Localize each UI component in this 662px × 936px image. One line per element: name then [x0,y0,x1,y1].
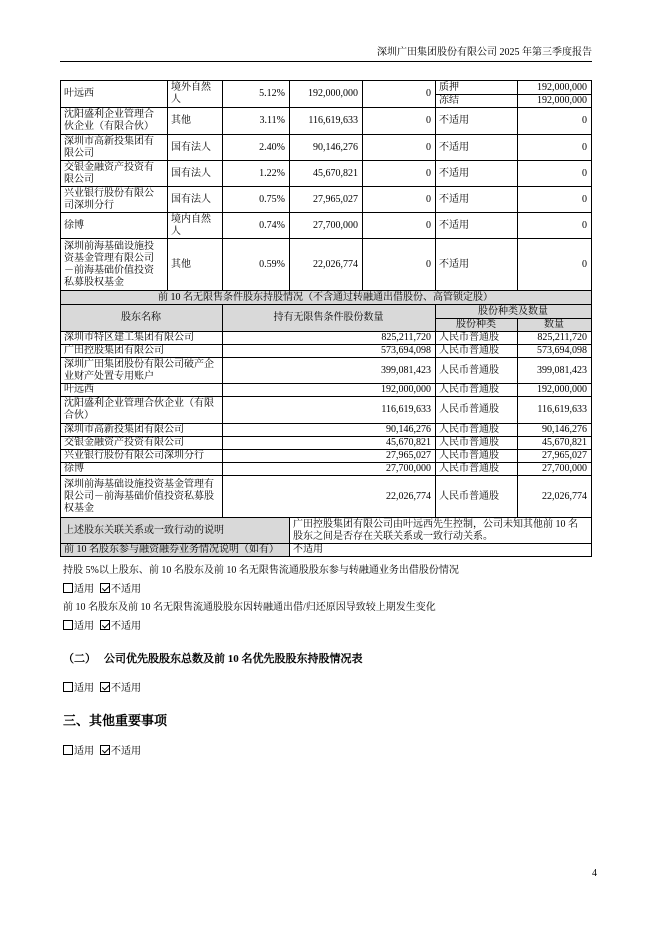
pledge-amount: 0 [518,239,592,291]
unrestricted-holder-name: 深圳市特区建工集团有限公司 [61,332,223,345]
share-class: 人民币普通股 [436,345,518,358]
shareholder-nature: 其他 [168,239,223,291]
table-row [61,476,592,518]
not-applicable-label: 不适用 [111,621,141,632]
applicable-checkbox-icon [63,682,73,692]
pledge-amount: 192,000,000 [518,95,592,108]
shareholding-ratio: 3.11% [223,108,290,135]
share-class-amount: 45,670,821 [518,437,592,450]
unrestricted-holder-name: 兴业银行股份有限公司深圳分行 [61,450,223,463]
not-applicable-label: 不适用 [111,584,141,595]
shareholder-nature: 国有法人 [168,161,223,187]
not-applicable-checkbox-icon [100,620,110,630]
unrestricted-share-quantity: 45,670,821 [223,437,436,450]
share-class-amount: 825,211,720 [518,332,592,345]
section-number: （二） [63,653,96,665]
shareholder-name: 交银金融资产投资有限公司 [61,161,168,187]
share-class: 人民币普通股 [436,424,518,437]
shareholding-ratio: 1.22% [223,161,290,187]
applicable-label: 适用 [74,621,94,632]
column-header-share-amount: 数量 [518,319,592,332]
unrestricted-holder-name: 深圳市高新投集团有限公司 [61,424,223,437]
pledge-status: 不适用 [436,135,518,161]
shareholding-ratio: 5.12% [223,81,290,108]
applicable-checkbox-icon [63,583,73,593]
relation-row [61,518,592,544]
shareholding-ratio: 2.40% [223,135,290,161]
applicability-options [63,745,141,758]
column-header-holder-name: 股东名称 [61,305,223,332]
unrestricted-holder-name: 广田控股集团有限公司 [61,345,223,358]
pledge-status: 不适用 [436,187,518,213]
share-class-amount: 27,965,027 [518,450,592,463]
table-row [61,187,592,213]
shareholder-name: 叶远西 [61,81,168,108]
unrestricted-share-quantity: 192,000,000 [223,384,436,397]
preferred-shareholders-heading [63,652,363,667]
share-class-amount: 192,000,000 [518,384,592,397]
pledge-amount: 0 [518,187,592,213]
pledge-status: 不适用 [436,213,518,239]
table-row [61,450,592,463]
shareholder-nature: 国有法人 [168,135,223,161]
table-row [61,81,592,95]
unrestricted-holder-name: 沈阳盛利企业管理合伙企业（有限合伙） [61,397,223,424]
shares-held: 45,670,821 [290,161,363,187]
shares-held: 192,000,000 [290,81,363,108]
unrestricted-share-quantity: 22,026,774 [223,476,436,518]
not-applicable-checkbox-icon [100,682,110,692]
table-row [61,424,592,437]
unrestricted-section-title: 前 10 名无限售条件股东持股情况（不含通过转融通出借股份、高管锁定股） [61,291,592,305]
pledge-status: 不适用 [436,108,518,135]
unrestricted-holder-name: 深圳广田集团股份有限公司破产企业财产处置专用账户 [61,358,223,384]
share-class-amount: 90,146,276 [518,424,592,437]
table-row [61,239,592,291]
unrestricted-share-quantity: 27,700,000 [223,463,436,476]
restricted-shares: 0 [363,81,436,108]
share-class: 人民币普通股 [436,437,518,450]
share-class: 人民币普通股 [436,332,518,345]
table-row [61,135,592,161]
applicability-options [63,620,141,633]
other-matters-heading: 三、其他重要事项 [63,713,168,728]
shareholder-name: 深圳市高新投集团有限公司 [61,135,168,161]
applicable-label: 适用 [74,584,94,595]
margin-trading-row [61,544,592,557]
pledge-amount: 0 [518,213,592,239]
shareholder-name: 沈阳盛利企业管理合伙企业（有限合伙） [61,108,168,135]
share-class-amount: 116,619,633 [518,397,592,424]
pledge-status: 质押 [436,81,518,95]
relation-description: 广田控股集团有限公司由叶远西先生控制，公司未知其他前 10 名股东之间是否存在关联关系或一致行动关系。 [290,518,592,544]
table-row [61,213,592,239]
shareholding-ratio: 0.75% [223,187,290,213]
shareholder-nature: 境外自然人 [168,81,223,108]
unrestricted-holder-name: 叶远西 [61,384,223,397]
share-class: 人民币普通股 [436,384,518,397]
shareholder-nature: 其他 [168,108,223,135]
column-header-unrestricted-quantity: 持有无限售条件股份数量 [223,305,436,332]
page-header [60,44,592,62]
applicable-label: 适用 [74,746,94,757]
margin-trading-description: 不适用 [290,544,592,557]
restricted-shares: 0 [363,187,436,213]
securities-lending-note: 持股 5%以上股东、前 10 名股东及前 10 名无限售流通股股东参与转融通业务出借股份情况 [63,565,459,576]
page-number: 4 [592,868,597,879]
applicable-label: 适用 [74,683,94,694]
applicability-options [63,583,141,596]
shares-held: 90,146,276 [290,135,363,161]
shares-held: 22,026,774 [290,239,363,291]
applicability-options [63,682,141,695]
table-row [61,358,592,384]
table-row [61,463,592,476]
restricted-shares: 0 [363,161,436,187]
share-class-amount: 27,700,000 [518,463,592,476]
section-title: 公司优先股股东总数及前 10 名优先股股东持股情况表 [104,653,363,665]
margin-trading-label: 前 10 名股东参与融资融券业务情况说明（如有） [61,544,290,557]
header-row [61,305,592,319]
lending-change-note: 前 10 名股东及前 10 名无限售流通股股东因转融通出借/归还原因导致较上期发生变化 [63,602,436,613]
restricted-shares: 0 [363,108,436,135]
section-title-row [61,291,592,305]
shares-held: 116,619,633 [290,108,363,135]
applicable-checkbox-icon [63,620,73,630]
column-header-share-class-group: 股份种类及数量 [436,305,592,319]
not-applicable-label: 不适用 [111,683,141,694]
share-class-amount: 22,026,774 [518,476,592,518]
table-row [61,437,592,450]
pledge-amount: 192,000,000 [518,81,592,95]
unrestricted-holder-name: 交银金融资产投资有限公司 [61,437,223,450]
shareholder-name: 徐博 [61,213,168,239]
shareholding-ratio: 0.74% [223,213,290,239]
unrestricted-share-quantity: 825,211,720 [223,332,436,345]
pledge-amount: 0 [518,161,592,187]
pledge-amount: 0 [518,135,592,161]
relation-label: 上述股东关联关系或一致行动的说明 [61,518,290,544]
unrestricted-share-quantity: 90,146,276 [223,424,436,437]
table-row [61,161,592,187]
not-applicable-checkbox-icon [100,583,110,593]
shareholder-nature: 国有法人 [168,187,223,213]
share-class-amount: 399,081,423 [518,358,592,384]
unrestricted-share-quantity: 573,694,098 [223,345,436,358]
restricted-shares: 0 [363,239,436,291]
shareholder-nature: 境内自然人 [168,213,223,239]
unrestricted-holder-name: 徐博 [61,463,223,476]
shares-held: 27,965,027 [290,187,363,213]
table-row [61,384,592,397]
unrestricted-share-quantity: 116,619,633 [223,397,436,424]
table-row [61,397,592,424]
shares-held: 27,700,000 [290,213,363,239]
column-header-share-class: 股份种类 [436,319,518,332]
pledge-status: 不适用 [436,239,518,291]
shareholding-ratio: 0.59% [223,239,290,291]
table-row [61,332,592,345]
table-row [61,108,592,135]
restricted-shares: 0 [363,213,436,239]
shareholder-name: 深圳前海基础设施投资基金管理有限公司－前海基础价值投资私募股权基金 [61,239,168,291]
restricted-shares: 0 [363,135,436,161]
report-title: 深圳广田集团股份有限公司 2025 年第三季度报告 [377,47,592,58]
share-class: 人民币普通股 [436,358,518,384]
applicable-checkbox-icon [63,745,73,755]
shareholder-table [60,80,592,557]
share-class: 人民币普通股 [436,476,518,518]
share-class: 人民币普通股 [436,397,518,424]
share-class-amount: 573,694,098 [518,345,592,358]
pledge-amount: 0 [518,108,592,135]
pledge-status: 不适用 [436,161,518,187]
share-class: 人民币普通股 [436,463,518,476]
unrestricted-share-quantity: 399,081,423 [223,358,436,384]
not-applicable-checkbox-icon [100,745,110,755]
unrestricted-holder-name: 深圳前海基础设施投资基金管理有限公司－前海基础价值投资私募股权基金 [61,476,223,518]
unrestricted-share-quantity: 27,965,027 [223,450,436,463]
share-class: 人民币普通股 [436,450,518,463]
pledge-status: 冻结 [436,95,518,108]
not-applicable-label: 不适用 [111,746,141,757]
table-row [61,345,592,358]
shareholder-name: 兴业银行股份有限公司深圳分行 [61,187,168,213]
